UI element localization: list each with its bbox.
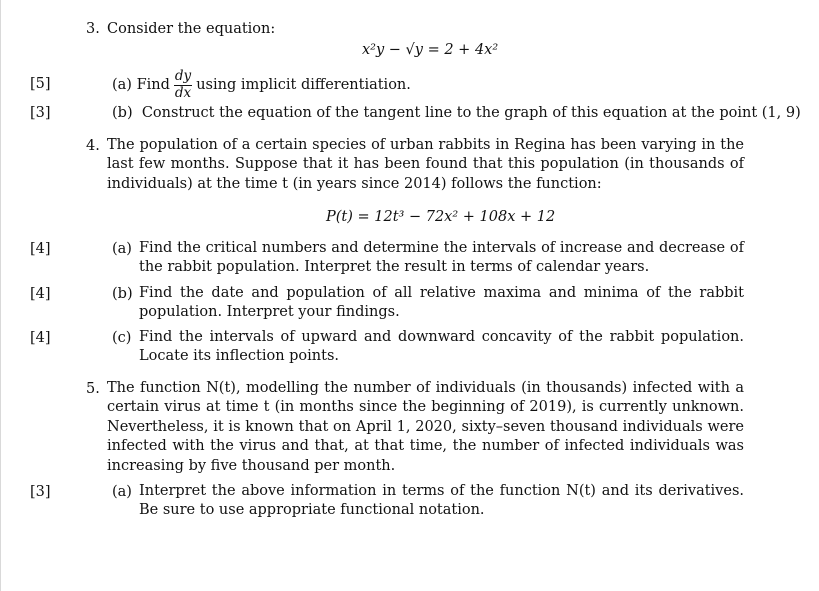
question-3b bbox=[112, 104, 801, 123]
question-4b-text: Find the date and population of all relative maxima and minima of the rabbit population. Interpret your findings. bbox=[139, 285, 744, 321]
question-3b-text: Construct the equation of the tangent line to the graph of this equation at the point (1, 9) bbox=[141, 105, 801, 121]
dy-dx-fraction bbox=[174, 70, 192, 100]
question-3b-label: (b) bbox=[112, 105, 133, 121]
question-4-number: 4. bbox=[86, 138, 100, 154]
question-3a-text: using implicit differentiation. bbox=[196, 76, 411, 93]
fraction-denominator: dx bbox=[174, 84, 192, 101]
question-3a-marks: [5] bbox=[30, 76, 51, 92]
question-5a-text: Interpret the above information in terms of the function N(t) and its derivatives. Be sure to use appropriate functional notation. bbox=[139, 483, 744, 519]
question-3-equation: x²y − √y = 2 + 4x² bbox=[362, 42, 499, 58]
question-4a-label: (a) bbox=[112, 241, 132, 257]
question-4-equation: P(t) = 12t³ − 72x² + 108x + 12 bbox=[326, 209, 556, 225]
page-edge-divider bbox=[0, 0, 1, 591]
question-4c-text: Find the intervals of upward and downward concavity of the rabbit population. Locate its inflection points. bbox=[139, 329, 744, 365]
question-4b-marks: [4] bbox=[30, 286, 51, 302]
question-3b-marks: [3] bbox=[30, 105, 51, 121]
question-4a-marks: [4] bbox=[30, 241, 51, 257]
question-3a-label: (a) bbox=[112, 76, 132, 93]
question-3a bbox=[112, 66, 411, 104]
question-5-number: 5. bbox=[86, 381, 100, 397]
question-3-intro: Consider the equation: bbox=[107, 21, 276, 37]
question-5-intro: The function N(t), modelling the number of individuals (in thousands) infected with a certain virus at time t (in months since the beginning of 2019), is currently unknown. Nevertheless, it is known that on April 1, 2020, sixty–seven thousand individuals were infected with the virus and that, at that time, the number of infected individuals was increasing by five thousand per month. bbox=[107, 380, 744, 474]
question-4c-marks: [4] bbox=[30, 330, 51, 346]
fraction-numerator: dy bbox=[174, 68, 192, 84]
question-4a-text: Find the critical numbers and determine the intervals of increase and decrease of the rabbit population. Interpret the result in terms of calendar years. bbox=[139, 240, 744, 276]
question-4-intro: The population of a certain species of urban rabbits in Regina has been varying in the last few months. Suppose that it has been found that this population (in thousands of individuals) at the time t (in years since 2014) follows the function: bbox=[107, 137, 744, 192]
question-3a-find: Find bbox=[136, 76, 170, 93]
question-5a-label: (a) bbox=[112, 484, 132, 500]
question-4c-label: (c) bbox=[112, 330, 132, 346]
question-3-number: 3. bbox=[86, 21, 100, 37]
question-5a-marks: [3] bbox=[30, 484, 51, 500]
question-4b-label: (b) bbox=[112, 286, 133, 302]
